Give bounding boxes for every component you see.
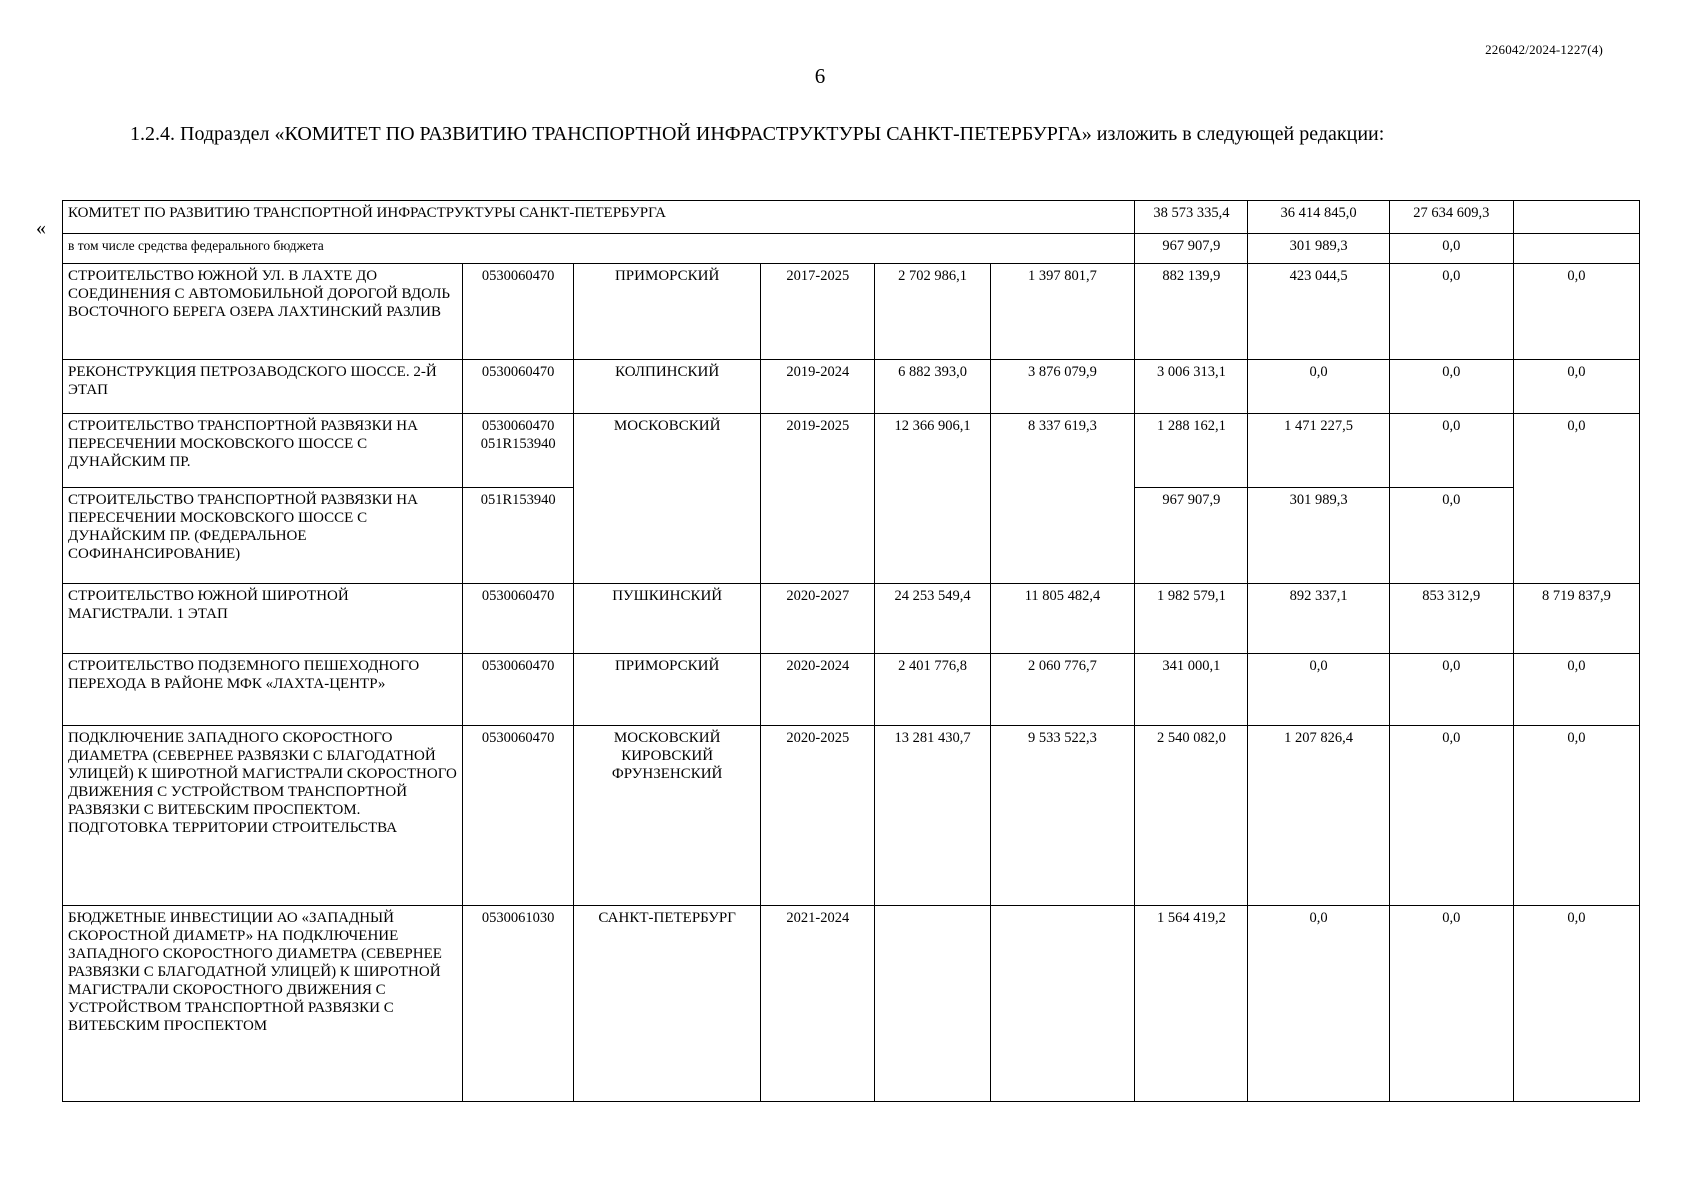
district: МОСКОВСКИЙ (574, 414, 761, 584)
table-row (63, 906, 1640, 1102)
funded-before: 2 060 776,7 (990, 654, 1135, 726)
value-2026: 0,0 (1389, 906, 1513, 1102)
district (574, 726, 761, 906)
target-article-code: 0530060470 (463, 584, 574, 654)
federal-2025: 301 989,3 (1248, 234, 1389, 264)
district-line: КИРОВСКИЙ (621, 748, 714, 764)
target-article-code: 0530061030 (463, 906, 574, 1102)
opening-quote-mark: « (36, 217, 46, 239)
funded-before: 9 533 522,3 (990, 726, 1135, 906)
value-2025: 301 989,3 (1248, 488, 1389, 584)
value-2027: 0,0 (1513, 360, 1639, 414)
value-2026: 0,0 (1389, 488, 1513, 584)
district: ПУШКИНСКИЙ (574, 584, 761, 654)
object-name: БЮДЖЕТНЫЕ ИНВЕСТИЦИИ АО «ЗАПАДНЫЙ СКОРОСТНОЙ ДИАМЕТР» НА ПОДКЛЮЧЕНИЕ ЗАПАДНОГО СКОРОСТНОГО ДИАМЕТРА (СЕВЕРНЕЕ РАЗВЯЗКИ С БЛАГОДАТНОЙ УЛИЦЕЙ) К ШИРОТНОЙ МАГИСТРАЛИ СКОРОСТНОГО ДВИЖЕНИЯ С УСТРОЙСТВОМ ТРАНСПОРТНОЙ РАЗВЯЗКИ С ВИТЕБСКИМ ПРОСПЕКТОМ (63, 906, 463, 1102)
estimated-cost: 2 401 776,8 (875, 654, 990, 726)
district: ПРИМОРСКИЙ (574, 654, 761, 726)
value-2027: 0,0 (1513, 906, 1639, 1102)
funded-before: 1 397 801,7 (990, 264, 1135, 360)
object-name: СТРОИТЕЛЬСТВО ТРАНСПОРТНОЙ РАЗВЯЗКИ НА ПЕРЕСЕЧЕНИИ МОСКОВСКОГО ШОССЕ С ДУНАЙСКИМ ПР. (ФЕДЕРАЛЬНОЕ СОФИНАНСИРОВАНИЕ) (63, 488, 463, 584)
construction-period: 2020-2025 (761, 726, 875, 906)
committee-name: КОМИТЕТ ПО РАЗВИТИЮ ТРАНСПОРТНОЙ ИНФРАСТРУКТУРЫ САНКТ-ПЕТЕРБУРГА (63, 201, 1135, 234)
funded-before: 3 876 079,9 (990, 360, 1135, 414)
value-2026: 0,0 (1389, 654, 1513, 726)
target-article-code: 0530060470 (463, 360, 574, 414)
table-row (63, 584, 1640, 654)
value-2024: 882 139,9 (1135, 264, 1248, 360)
target-article-code (463, 414, 574, 488)
value-2026: 0,0 (1389, 726, 1513, 906)
target-article-code: 0530060470 (463, 264, 574, 360)
committee-2026: 27 634 609,3 (1389, 201, 1513, 234)
object-name: ПОДКЛЮЧЕНИЕ ЗАПАДНОГО СКОРОСТНОГО ДИАМЕТРА (СЕВЕРНЕЕ РАЗВЯЗКИ С БЛАГОДАТНОЙ УЛИЦЕЙ) К ШИРОТНОЙ МАГИСТРАЛИ СКОРОСТНОГО ДВИЖЕНИЯ С УСТРОЙСТВОМ ТРАНСПОРТНОЙ РАЗВЯЗКИ С ВИТЕБСКИМ ПРОСПЕКТОМ. ПОДГОТОВКА ТЕРРИТОРИИ СТРОИТЕЛЬСТВА (63, 726, 463, 906)
estimated-cost: 24 253 549,4 (875, 584, 990, 654)
value-2026: 0,0 (1389, 360, 1513, 414)
federal-budget-row (63, 234, 1640, 264)
funded-before: 8 337 619,3 (990, 414, 1135, 584)
estimated-cost: 2 702 986,1 (875, 264, 990, 360)
object-name: СТРОИТЕЛЬСТВО ТРАНСПОРТНОЙ РАЗВЯЗКИ НА ПЕРЕСЕЧЕНИИ МОСКОВСКОГО ШОССЕ С ДУНАЙСКИМ ПР. (63, 414, 463, 488)
estimated-cost: 13 281 430,7 (875, 726, 990, 906)
object-name: СТРОИТЕЛЬСТВО ЮЖНОЙ ШИРОТНОЙ МАГИСТРАЛИ. 1 ЭТАП (63, 584, 463, 654)
district-line: МОСКОВСКИЙ (613, 730, 721, 746)
funded-before: 11 805 482,4 (990, 584, 1135, 654)
federal-2026: 0,0 (1389, 234, 1513, 264)
page-number: 6 (814, 64, 826, 88)
value-2026: 853 312,9 (1389, 584, 1513, 654)
construction-period: 2019-2025 (761, 414, 875, 584)
value-2027: 0,0 (1513, 264, 1639, 360)
federal-2024: 967 907,9 (1135, 234, 1248, 264)
value-2025: 0,0 (1248, 654, 1389, 726)
estimated-cost: 6 882 393,0 (875, 360, 990, 414)
district: КОЛПИНСКИЙ (574, 360, 761, 414)
table-row (63, 414, 1640, 488)
estimated-cost: 12 366 906,1 (875, 414, 990, 584)
target-article-code: 051R153940 (463, 488, 574, 584)
value-2024: 2 540 082,0 (1135, 726, 1248, 906)
target-article-code: 0530060470 (463, 726, 574, 906)
construction-period: 2020-2027 (761, 584, 875, 654)
value-2025: 423 044,5 (1248, 264, 1389, 360)
district-line: ФРУНЗЕНСКИЙ (611, 766, 723, 782)
estimated-cost (875, 906, 990, 1102)
construction-period: 2017-2025 (761, 264, 875, 360)
value-2024: 3 006 313,1 (1135, 360, 1248, 414)
committee-2024: 38 573 335,4 (1135, 201, 1248, 234)
value-2026: 0,0 (1389, 414, 1513, 488)
value-2024: 341 000,1 (1135, 654, 1248, 726)
target-article-code-line: 051R153940 (480, 436, 556, 452)
table-row (63, 264, 1640, 360)
construction-period: 2020-2024 (761, 654, 875, 726)
federal-budget-label: в том числе средства федерального бюджета (63, 234, 1135, 264)
federal-2027 (1513, 234, 1639, 264)
intro-paragraph: 1.2.4. Подраздел «КОМИТЕТ ПО РАЗВИТИЮ ТРАНСПОРТНОЙ ИНФРАСТРУКТУРЫ САНКТ-ПЕТЕРБУРГА» изложить в следующей редакции: (130, 123, 1385, 145)
table-row (63, 360, 1640, 414)
construction-period: 2021-2024 (761, 906, 875, 1102)
committee-total-row (63, 201, 1640, 234)
target-article-code: 0530060470 (463, 654, 574, 726)
document-number: 226042/2024-1227(4) (1485, 42, 1603, 57)
funded-before (990, 906, 1135, 1102)
district: ПРИМОРСКИЙ (574, 264, 761, 360)
object-name: СТРОИТЕЛЬСТВО ЮЖНОЙ УЛ. В ЛАХТЕ ДО СОЕДИНЕНИЯ С АВТОМОБИЛЬНОЙ ДОРОГОЙ ВДОЛЬ ВОСТОЧНОГО БЕРЕГА ОЗЕРА ЛАХТИНСКИЙ РАЗЛИВ (63, 264, 463, 360)
value-2025: 0,0 (1248, 906, 1389, 1102)
table-row (63, 726, 1640, 906)
target-article-code-line: 0530060470 (481, 418, 555, 434)
value-2024: 967 907,9 (1135, 488, 1248, 584)
value-2027: 8 719 837,9 (1513, 584, 1639, 654)
object-name: СТРОИТЕЛЬСТВО ПОДЗЕМНОГО ПЕШЕХОДНОГО ПЕРЕХОДА В РАЙОНЕ МФК «ЛАХТА-ЦЕНТР» (63, 654, 463, 726)
value-2024: 1 288 162,1 (1135, 414, 1248, 488)
value-2024: 1 982 579,1 (1135, 584, 1248, 654)
committee-2027 (1513, 201, 1639, 234)
value-2025: 1 471 227,5 (1248, 414, 1389, 488)
construction-period: 2019-2024 (761, 360, 875, 414)
value-2025: 0,0 (1248, 360, 1389, 414)
value-2027: 0,0 (1513, 414, 1639, 584)
table-row (63, 654, 1640, 726)
value-2024: 1 564 419,2 (1135, 906, 1248, 1102)
value-2027: 0,0 (1513, 726, 1639, 906)
value-2027: 0,0 (1513, 654, 1639, 726)
object-name: РЕКОНСТРУКЦИЯ ПЕТРОЗАВОДСКОГО ШОССЕ. 2-Й ЭТАП (63, 360, 463, 414)
committee-2025: 36 414 845,0 (1248, 201, 1389, 234)
budget-table (62, 200, 1640, 1102)
value-2025: 892 337,1 (1248, 584, 1389, 654)
district: САНКТ-ПЕТЕРБУРГ (574, 906, 761, 1102)
value-2026: 0,0 (1389, 264, 1513, 360)
value-2025: 1 207 826,4 (1248, 726, 1389, 906)
